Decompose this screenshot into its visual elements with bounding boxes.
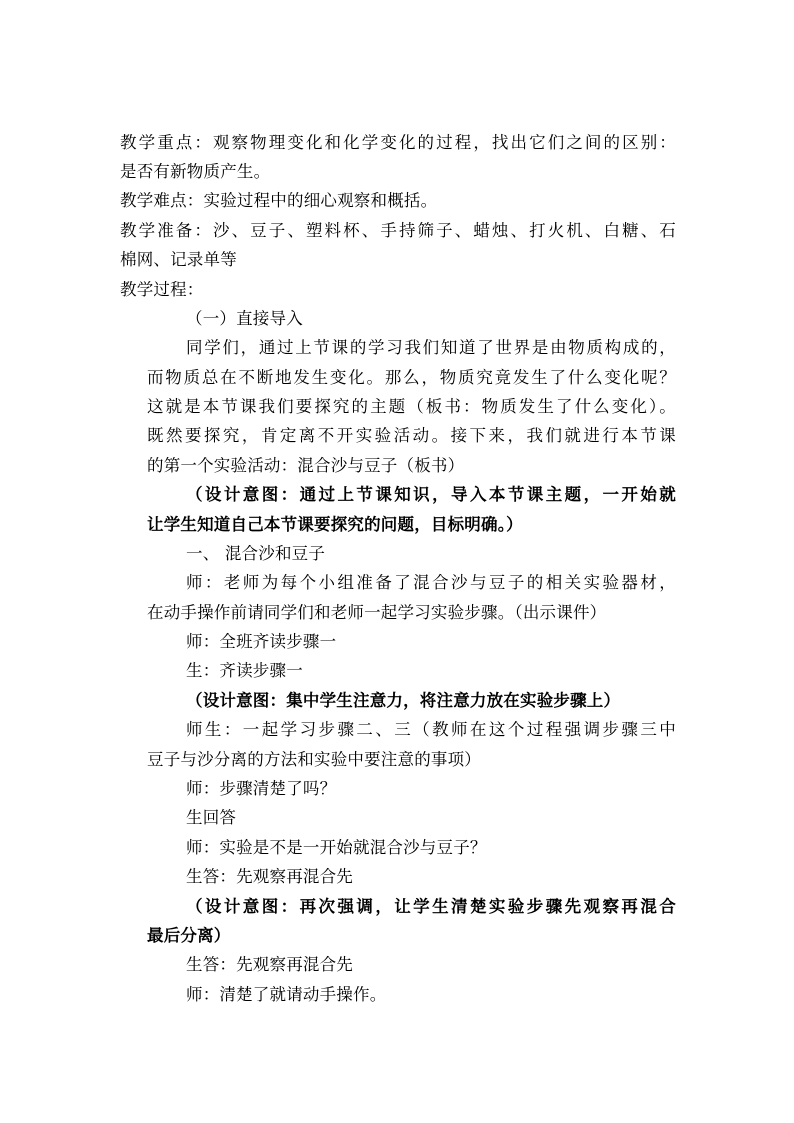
section-heading: 一、 混合沙和豆子 [186, 544, 326, 563]
section-heading: （一）直接导入 [186, 309, 303, 328]
text-line: 教学重点：观察物理变化和化学变化的过程，找出它们之间的区别： [120, 133, 676, 152]
text-line: 既然要探究，肯定离不开实验活动。接下来，我们就进行本节课 [147, 426, 676, 445]
text-line: 师：实验是不是一开始就混合沙与豆子？ [186, 838, 487, 857]
text-line: 生答：先观察再混合先 [186, 955, 353, 974]
text-line: 同学们，通过上节课的学习我们知道了世界是由物质构成的， [186, 338, 676, 357]
text-line: 在动手操作前请同学们和老师一起学习实验步骤。（出示课件） [147, 603, 607, 622]
text-line: 师：清楚了就请动手操作。 [186, 985, 387, 1004]
text-line: 师：全班齐读步骤一 [186, 632, 337, 651]
text-line: 这就是本节课我们要探究的主题（板书：物质发生了什么变化）。 [147, 397, 676, 416]
design-note: 让学生知道自己本节课要探究的问题，目标明确。） [147, 515, 523, 534]
text-line: 师生：一起学习步骤二、三（教师在这个过程强调步骤三中 [186, 720, 676, 739]
design-note: （设计意图：再次强调，让学生清楚实验步骤先观察再混合 [186, 897, 676, 916]
text-line: 教学过程： [120, 280, 204, 299]
text-line: 教学难点：实验过程中的细心观察和概括。 [120, 191, 438, 210]
text-line: 是否有新物质产生。 [120, 162, 271, 181]
text-line: 豆子与沙分离的方法和实验中要注意的事项） [147, 750, 481, 769]
design-note: （设计意图：通过上节课知识，导入本节课主题，一开始就 [186, 485, 676, 504]
text-line: 的第一个实验活动：混合沙与豆子（板书） [147, 456, 465, 475]
text-line: 师：步骤清楚了吗？ [186, 779, 337, 798]
design-note: （设计意图：集中学生注意力，将注意力放在实验步骤上） [186, 691, 621, 710]
text-line: 生答：先观察再混合先 [186, 867, 353, 886]
text-line: 教学准备：沙、豆子、塑料杯、手持筛子、蜡烛、打火机、白糖、石 [120, 221, 676, 240]
text-line: 棉网、记录单等 [120, 250, 237, 269]
design-note: 最后分离） [147, 926, 231, 945]
text-line: 师：老师为每个小组准备了混合沙与豆子的相关实验器材， [186, 573, 676, 592]
text-line: 生回答 [186, 808, 237, 827]
text-line: 而物质总在不断地发生变化。那么，物质究竟发生了什么变化呢？ [147, 368, 676, 387]
text-line: 生：齐读步骤一 [186, 661, 303, 680]
